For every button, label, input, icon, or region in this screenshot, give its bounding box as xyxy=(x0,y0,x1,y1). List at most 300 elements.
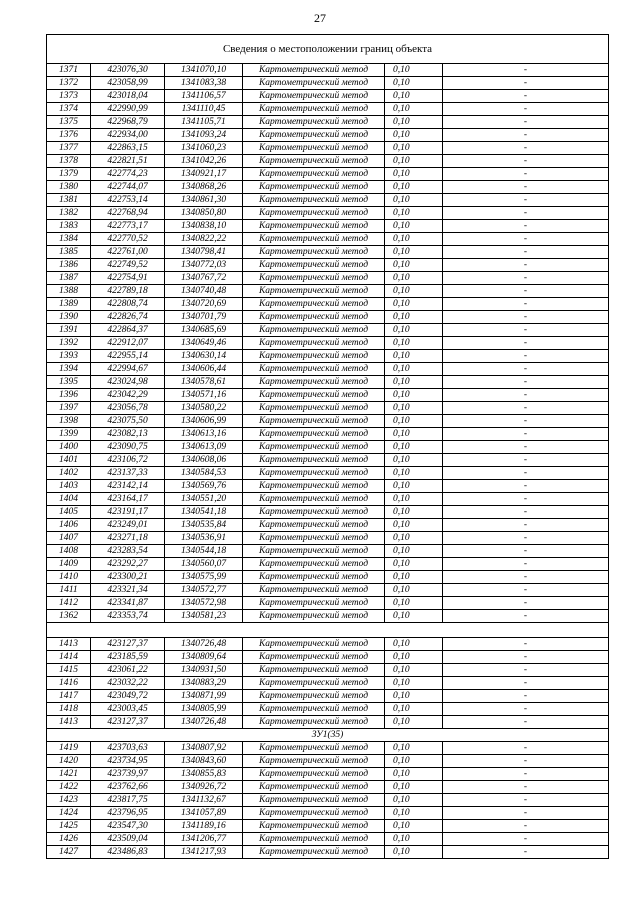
accuracy-cell: 0,10 xyxy=(385,638,443,651)
point-number-cell: 1421 xyxy=(47,768,91,781)
table-row xyxy=(47,168,609,181)
method-cell: Картометрический метод xyxy=(243,441,385,454)
x-coordinate-cell: 422749,52 xyxy=(91,259,165,272)
x-coordinate-cell: 423032,22 xyxy=(91,677,165,690)
method-cell: Картометрический метод xyxy=(243,820,385,833)
description-cell: - xyxy=(443,389,609,402)
y-coordinate-cell: 1340581,23 xyxy=(165,610,243,623)
accuracy-cell: 0,10 xyxy=(385,311,443,324)
x-coordinate-cell: 423249,01 xyxy=(91,519,165,532)
method-cell: Картометрический метод xyxy=(243,703,385,716)
description-cell: - xyxy=(443,181,609,194)
x-coordinate-cell: 422826,74 xyxy=(91,311,165,324)
table-row xyxy=(47,532,609,545)
description-cell: - xyxy=(443,807,609,820)
x-coordinate-cell: 423486,83 xyxy=(91,846,165,859)
point-number-cell: 1396 xyxy=(47,389,91,402)
y-coordinate-cell: 1340931,50 xyxy=(165,664,243,677)
description-cell: - xyxy=(443,467,609,480)
point-number-cell: 1362 xyxy=(47,610,91,623)
method-cell: Картометрический метод xyxy=(243,467,385,480)
description-cell: - xyxy=(443,506,609,519)
description-cell: - xyxy=(443,246,609,259)
y-coordinate-cell: 1341106,57 xyxy=(165,90,243,103)
description-cell: - xyxy=(443,558,609,571)
description-cell: - xyxy=(443,428,609,441)
description-cell: - xyxy=(443,846,609,859)
point-number-cell: 1381 xyxy=(47,194,91,207)
point-number-cell: 1423 xyxy=(47,794,91,807)
y-coordinate-cell: 1340608,06 xyxy=(165,454,243,467)
table-row xyxy=(47,207,609,220)
x-coordinate-cell: 423703,63 xyxy=(91,742,165,755)
point-number-cell: 1376 xyxy=(47,129,91,142)
point-number-cell: 1419 xyxy=(47,742,91,755)
accuracy-cell: 0,10 xyxy=(385,181,443,194)
method-cell: Картометрический метод xyxy=(243,77,385,90)
accuracy-cell: 0,10 xyxy=(385,233,443,246)
point-number-cell: 1394 xyxy=(47,363,91,376)
method-cell: Картометрический метод xyxy=(243,690,385,703)
y-coordinate-cell: 1340807,92 xyxy=(165,742,243,755)
y-coordinate-cell: 1340809,64 xyxy=(165,651,243,664)
table-row xyxy=(47,755,609,768)
y-coordinate-cell: 1340838,10 xyxy=(165,220,243,233)
description-cell: - xyxy=(443,454,609,467)
point-number-cell: 1374 xyxy=(47,103,91,116)
x-coordinate-cell: 422821,51 xyxy=(91,155,165,168)
y-coordinate-cell: 1340740,48 xyxy=(165,285,243,298)
table-row xyxy=(47,246,609,259)
description-cell: - xyxy=(443,272,609,285)
table-row xyxy=(47,103,609,116)
table-row xyxy=(47,428,609,441)
x-coordinate-cell: 422955,14 xyxy=(91,350,165,363)
description-cell: - xyxy=(443,337,609,350)
point-number-cell: 1403 xyxy=(47,480,91,493)
point-number-cell: 1412 xyxy=(47,597,91,610)
point-number-cell: 1386 xyxy=(47,259,91,272)
method-cell: Картометрический метод xyxy=(243,90,385,103)
accuracy-cell: 0,10 xyxy=(385,584,443,597)
method-cell: Картометрический метод xyxy=(243,610,385,623)
description-cell: - xyxy=(443,597,609,610)
method-cell: Картометрический метод xyxy=(243,768,385,781)
x-coordinate-cell: 423547,30 xyxy=(91,820,165,833)
y-coordinate-cell: 1340798,41 xyxy=(165,246,243,259)
table-row xyxy=(47,363,609,376)
point-number-cell: 1422 xyxy=(47,781,91,794)
description-cell: - xyxy=(443,220,609,233)
x-coordinate-cell: 422753,14 xyxy=(91,194,165,207)
x-coordinate-cell: 423300,21 xyxy=(91,571,165,584)
x-coordinate-cell: 423283,54 xyxy=(91,545,165,558)
method-cell: Картометрический метод xyxy=(243,129,385,142)
point-number-cell: 1413 xyxy=(47,638,91,651)
x-coordinate-cell: 422754,91 xyxy=(91,272,165,285)
method-cell: Картометрический метод xyxy=(243,651,385,664)
table-row xyxy=(47,259,609,272)
table-row xyxy=(47,794,609,807)
y-coordinate-cell: 1340606,44 xyxy=(165,363,243,376)
accuracy-cell: 0,10 xyxy=(385,677,443,690)
table-row xyxy=(47,467,609,480)
y-coordinate-cell: 1340630,14 xyxy=(165,350,243,363)
method-cell: Картометрический метод xyxy=(243,259,385,272)
accuracy-cell: 0,10 xyxy=(385,337,443,350)
table-row xyxy=(47,664,609,677)
method-cell: Картометрический метод xyxy=(243,103,385,116)
accuracy-cell: 0,10 xyxy=(385,324,443,337)
y-coordinate-cell: 1340726,48 xyxy=(165,638,243,651)
table-row xyxy=(47,610,609,623)
method-cell: Картометрический метод xyxy=(243,324,385,337)
method-cell: Картометрический метод xyxy=(243,506,385,519)
point-number-cell: 1411 xyxy=(47,584,91,597)
point-number-cell: 1404 xyxy=(47,493,91,506)
accuracy-cell: 0,10 xyxy=(385,103,443,116)
method-cell: Картометрический метод xyxy=(243,742,385,755)
description-cell: - xyxy=(443,545,609,558)
description-cell: - xyxy=(443,716,609,729)
method-cell: Картометрический метод xyxy=(243,584,385,597)
method-cell: Картометрический метод xyxy=(243,638,385,651)
y-coordinate-cell: 1340868,26 xyxy=(165,181,243,194)
y-coordinate-cell: 1340871,99 xyxy=(165,690,243,703)
table-row xyxy=(47,272,609,285)
accuracy-cell: 0,10 xyxy=(385,480,443,493)
description-cell: - xyxy=(443,129,609,142)
description-cell: - xyxy=(443,168,609,181)
table-row xyxy=(47,716,609,729)
method-cell: Картометрический метод xyxy=(243,493,385,506)
accuracy-cell: 0,10 xyxy=(385,571,443,584)
y-coordinate-cell: 1340855,83 xyxy=(165,768,243,781)
method-cell: Картометрический метод xyxy=(243,664,385,677)
method-cell: Картометрический метод xyxy=(243,246,385,259)
y-coordinate-cell: 1340541,18 xyxy=(165,506,243,519)
point-number-cell: 1420 xyxy=(47,755,91,768)
y-coordinate-cell: 1340578,61 xyxy=(165,376,243,389)
accuracy-cell: 0,10 xyxy=(385,467,443,480)
x-coordinate-cell: 422808,74 xyxy=(91,298,165,311)
method-cell: Картометрический метод xyxy=(243,311,385,324)
accuracy-cell: 0,10 xyxy=(385,194,443,207)
accuracy-cell: 0,10 xyxy=(385,532,443,545)
description-cell: - xyxy=(443,584,609,597)
accuracy-cell: 0,10 xyxy=(385,454,443,467)
description-cell: - xyxy=(443,677,609,690)
x-coordinate-cell: 423796,95 xyxy=(91,807,165,820)
x-coordinate-cell: 423137,33 xyxy=(91,467,165,480)
point-number-cell: 1402 xyxy=(47,467,91,480)
method-cell: Картометрический метод xyxy=(243,807,385,820)
description-cell: - xyxy=(443,103,609,116)
method-cell: Картометрический метод xyxy=(243,833,385,846)
x-coordinate-cell: 422761,00 xyxy=(91,246,165,259)
table-row xyxy=(47,846,609,859)
method-cell: Картометрический метод xyxy=(243,168,385,181)
y-coordinate-cell: 1340613,16 xyxy=(165,428,243,441)
x-coordinate-cell: 423734,95 xyxy=(91,755,165,768)
y-coordinate-cell: 1340701,79 xyxy=(165,311,243,324)
accuracy-cell: 0,10 xyxy=(385,428,443,441)
point-number-cell: 1385 xyxy=(47,246,91,259)
point-number-cell: 1391 xyxy=(47,324,91,337)
method-cell: Картометрический метод xyxy=(243,337,385,350)
table-row xyxy=(47,703,609,716)
description-cell: - xyxy=(443,259,609,272)
method-cell: Картометрический метод xyxy=(243,532,385,545)
accuracy-cell: 0,10 xyxy=(385,610,443,623)
y-coordinate-cell: 1340850,80 xyxy=(165,207,243,220)
y-coordinate-cell: 1341070,10 xyxy=(165,64,243,77)
y-coordinate-cell: 1340926,72 xyxy=(165,781,243,794)
table-row xyxy=(47,298,609,311)
x-coordinate-cell: 423817,75 xyxy=(91,794,165,807)
method-cell: Картометрический метод xyxy=(243,571,385,584)
description-cell: - xyxy=(443,376,609,389)
table-row xyxy=(47,220,609,233)
y-coordinate-cell: 1340569,76 xyxy=(165,480,243,493)
accuracy-cell: 0,10 xyxy=(385,820,443,833)
point-number-cell: 1410 xyxy=(47,571,91,584)
accuracy-cell: 0,10 xyxy=(385,207,443,220)
point-number-cell: 1400 xyxy=(47,441,91,454)
accuracy-cell: 0,10 xyxy=(385,155,443,168)
accuracy-cell: 0,10 xyxy=(385,768,443,781)
method-cell: Картометрический метод xyxy=(243,677,385,690)
accuracy-cell: 0,10 xyxy=(385,168,443,181)
method-cell: Картометрический метод xyxy=(243,142,385,155)
accuracy-cell: 0,10 xyxy=(385,493,443,506)
method-cell: Картометрический метод xyxy=(243,155,385,168)
method-cell: Картометрический метод xyxy=(243,181,385,194)
method-cell: Картометрический метод xyxy=(243,298,385,311)
x-coordinate-cell: 423185,59 xyxy=(91,651,165,664)
point-number-cell: 1373 xyxy=(47,90,91,103)
description-cell: - xyxy=(443,742,609,755)
table-row xyxy=(47,677,609,690)
y-coordinate-cell: 1340726,48 xyxy=(165,716,243,729)
description-cell: - xyxy=(443,651,609,664)
spacer-row xyxy=(47,623,609,638)
description-cell: - xyxy=(443,402,609,415)
accuracy-cell: 0,10 xyxy=(385,116,443,129)
table-row xyxy=(47,337,609,350)
table-row xyxy=(47,454,609,467)
accuracy-cell: 0,10 xyxy=(385,545,443,558)
accuracy-cell: 0,10 xyxy=(385,259,443,272)
accuracy-cell: 0,10 xyxy=(385,833,443,846)
y-coordinate-cell: 1341083,38 xyxy=(165,77,243,90)
x-coordinate-cell: 423142,14 xyxy=(91,480,165,493)
table-row xyxy=(47,77,609,90)
y-coordinate-cell: 1340685,69 xyxy=(165,324,243,337)
accuracy-cell: 0,10 xyxy=(385,703,443,716)
point-number-cell: 1427 xyxy=(47,846,91,859)
y-coordinate-cell: 1340767,72 xyxy=(165,272,243,285)
accuracy-cell: 0,10 xyxy=(385,402,443,415)
description-cell: - xyxy=(443,532,609,545)
accuracy-cell: 0,10 xyxy=(385,755,443,768)
x-coordinate-cell: 423076,30 xyxy=(91,64,165,77)
point-number-cell: 1415 xyxy=(47,664,91,677)
description-cell: - xyxy=(443,77,609,90)
accuracy-cell: 0,10 xyxy=(385,363,443,376)
table-row xyxy=(47,129,609,142)
y-coordinate-cell: 1340649,46 xyxy=(165,337,243,350)
table-row xyxy=(47,389,609,402)
accuracy-cell: 0,10 xyxy=(385,781,443,794)
x-coordinate-cell: 423058,99 xyxy=(91,77,165,90)
y-coordinate-cell: 1340575,99 xyxy=(165,571,243,584)
description-cell: - xyxy=(443,664,609,677)
boundary-coordinates-table xyxy=(46,34,609,859)
y-coordinate-cell: 1341093,24 xyxy=(165,129,243,142)
point-number-cell: 1392 xyxy=(47,337,91,350)
table-row xyxy=(47,651,609,664)
table-row xyxy=(47,311,609,324)
point-number-cell: 1383 xyxy=(47,220,91,233)
description-cell: - xyxy=(443,755,609,768)
description-cell: - xyxy=(443,311,609,324)
method-cell: Картометрический метод xyxy=(243,220,385,233)
method-cell: Картометрический метод xyxy=(243,597,385,610)
table-row xyxy=(47,116,609,129)
point-number-cell: 1384 xyxy=(47,233,91,246)
point-number-cell: 1406 xyxy=(47,519,91,532)
point-number-cell: 1397 xyxy=(47,402,91,415)
x-coordinate-cell: 423056,78 xyxy=(91,402,165,415)
method-cell: Картометрический метод xyxy=(243,480,385,493)
description-cell: - xyxy=(443,207,609,220)
description-cell: - xyxy=(443,298,609,311)
accuracy-cell: 0,10 xyxy=(385,77,443,90)
y-coordinate-cell: 1341042,26 xyxy=(165,155,243,168)
table-body xyxy=(47,35,609,859)
y-coordinate-cell: 1340606,99 xyxy=(165,415,243,428)
y-coordinate-cell: 1340772,03 xyxy=(165,259,243,272)
y-coordinate-cell: 1340544,18 xyxy=(165,545,243,558)
y-coordinate-cell: 1341206,77 xyxy=(165,833,243,846)
x-coordinate-cell: 423509,04 xyxy=(91,833,165,846)
description-cell: - xyxy=(443,519,609,532)
method-cell: Картометрический метод xyxy=(243,545,385,558)
point-number-cell: 1416 xyxy=(47,677,91,690)
table-row xyxy=(47,402,609,415)
accuracy-cell: 0,10 xyxy=(385,664,443,677)
accuracy-cell: 0,10 xyxy=(385,142,443,155)
accuracy-cell: 0,10 xyxy=(385,129,443,142)
point-number-cell: 1418 xyxy=(47,703,91,716)
description-cell: - xyxy=(443,703,609,716)
method-cell: Картометрический метод xyxy=(243,194,385,207)
description-cell: - xyxy=(443,480,609,493)
x-coordinate-cell: 422773,17 xyxy=(91,220,165,233)
accuracy-cell: 0,10 xyxy=(385,376,443,389)
table-row xyxy=(47,807,609,820)
accuracy-cell: 0,10 xyxy=(385,597,443,610)
accuracy-cell: 0,10 xyxy=(385,298,443,311)
point-number-cell: 1380 xyxy=(47,181,91,194)
accuracy-cell: 0,10 xyxy=(385,415,443,428)
table-row xyxy=(47,506,609,519)
x-coordinate-cell: 423271,18 xyxy=(91,532,165,545)
table-row xyxy=(47,768,609,781)
x-coordinate-cell: 422994,67 xyxy=(91,363,165,376)
table-row xyxy=(47,181,609,194)
description-cell: - xyxy=(443,324,609,337)
x-coordinate-cell: 422744,07 xyxy=(91,181,165,194)
point-number-cell: 1390 xyxy=(47,311,91,324)
point-number-cell: 1425 xyxy=(47,820,91,833)
method-cell: Картометрический метод xyxy=(243,207,385,220)
x-coordinate-cell: 423353,74 xyxy=(91,610,165,623)
point-number-cell: 1389 xyxy=(47,298,91,311)
point-number-cell: 1378 xyxy=(47,155,91,168)
x-coordinate-cell: 422770,52 xyxy=(91,233,165,246)
accuracy-cell: 0,10 xyxy=(385,246,443,259)
method-cell: Картометрический метод xyxy=(243,233,385,246)
method-cell: Картометрический метод xyxy=(243,116,385,129)
section-row xyxy=(47,729,609,742)
y-coordinate-cell: 1340535,84 xyxy=(165,519,243,532)
table-row xyxy=(47,376,609,389)
description-cell: - xyxy=(443,90,609,103)
x-coordinate-cell: 423090,75 xyxy=(91,441,165,454)
accuracy-cell: 0,10 xyxy=(385,389,443,402)
x-coordinate-cell: 423049,72 xyxy=(91,690,165,703)
table-row xyxy=(47,194,609,207)
y-coordinate-cell: 1340536,91 xyxy=(165,532,243,545)
description-cell: - xyxy=(443,233,609,246)
x-coordinate-cell: 422863,15 xyxy=(91,142,165,155)
x-coordinate-cell: 422990,99 xyxy=(91,103,165,116)
accuracy-cell: 0,10 xyxy=(385,794,443,807)
point-number-cell: 1401 xyxy=(47,454,91,467)
x-coordinate-cell: 422968,79 xyxy=(91,116,165,129)
point-number-cell: 1379 xyxy=(47,168,91,181)
table-row xyxy=(47,781,609,794)
description-cell: - xyxy=(443,794,609,807)
y-coordinate-cell: 1340571,16 xyxy=(165,389,243,402)
x-coordinate-cell: 423321,34 xyxy=(91,584,165,597)
description-cell: - xyxy=(443,571,609,584)
page-number: 27 xyxy=(314,11,326,25)
x-coordinate-cell: 423024,98 xyxy=(91,376,165,389)
y-coordinate-cell: 1341132,67 xyxy=(165,794,243,807)
description-cell: - xyxy=(443,610,609,623)
accuracy-cell: 0,10 xyxy=(385,350,443,363)
y-coordinate-cell: 1340883,29 xyxy=(165,677,243,690)
description-cell: - xyxy=(443,64,609,77)
point-number-cell: 1399 xyxy=(47,428,91,441)
description-cell: - xyxy=(443,350,609,363)
table-row xyxy=(47,545,609,558)
table-title-row xyxy=(47,35,609,64)
x-coordinate-cell: 422768,94 xyxy=(91,207,165,220)
accuracy-cell: 0,10 xyxy=(385,690,443,703)
accuracy-cell: 0,10 xyxy=(385,285,443,298)
method-cell: Картометрический метод xyxy=(243,558,385,571)
accuracy-cell: 0,10 xyxy=(385,220,443,233)
point-number-cell: 1417 xyxy=(47,690,91,703)
description-cell: - xyxy=(443,781,609,794)
table-row xyxy=(47,155,609,168)
y-coordinate-cell: 1341217,93 xyxy=(165,846,243,859)
y-coordinate-cell: 1341060,23 xyxy=(165,142,243,155)
